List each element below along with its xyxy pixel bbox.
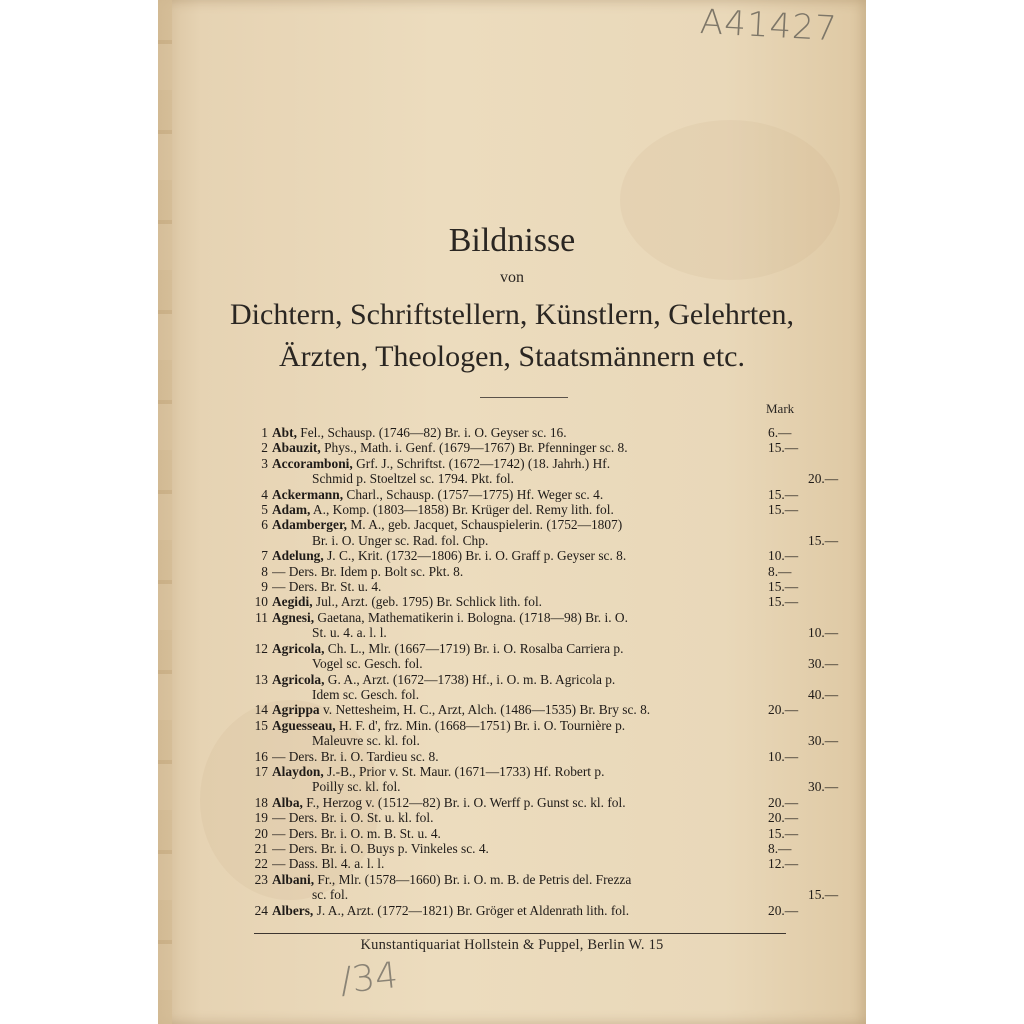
price-column-header: Mark: [766, 401, 795, 416]
list-item: [244, 686, 839, 702]
entry-price: 15.—: [768, 825, 799, 841]
list-item: [244, 702, 824, 717]
entry-description: Maleuvre sc. kl. fol.: [312, 733, 420, 749]
entry-text: [272, 594, 758, 609]
list-item: [244, 610, 824, 625]
entry-text: [272, 764, 758, 779]
entry-name: Accoramboni,: [272, 455, 353, 471]
entry-description: A., Komp. (1803—1858) Br. Krüger del. Remy lith. fol.: [310, 502, 614, 518]
entry-name: Albers,: [272, 902, 314, 918]
entry-price: 10.—: [768, 548, 799, 564]
entry-name: Abt,: [272, 425, 297, 440]
list-item: [244, 810, 824, 825]
list-item: [244, 841, 824, 856]
entry-text: [272, 533, 798, 548]
entry-name: Adelung,: [272, 548, 324, 564]
list-item: [244, 795, 824, 810]
entry-name: Agricola,: [272, 671, 325, 687]
list-item: [244, 656, 839, 672]
entry-number: 3: [261, 455, 268, 471]
list-item: [244, 532, 839, 548]
entry-description: Grf. J., Schriftst. (1672—1742) (18. Jahrh.) Hf.: [352, 455, 611, 471]
entry-price: 20.—: [768, 794, 799, 810]
entry-description: H. F. d', frz. Min. (1668—1751) Br. i. O. Tournière p.: [335, 717, 626, 733]
entry-description: Schmid p. Stoeltzel sc. 1794. Pkt. fol.: [312, 471, 514, 487]
entry-description: J. A., Arzt. (1772—1821) Br. Gröger et Aldenrath lith. fol.: [313, 902, 630, 918]
entry-text: [272, 826, 758, 841]
page-title: Bildnisse: [448, 222, 576, 259]
entry-number: 20: [254, 825, 268, 841]
entry-name: Agrippa: [272, 702, 320, 718]
entry-number: 10: [254, 594, 268, 610]
list-item: [244, 456, 824, 471]
entry-price: 20.—: [768, 902, 799, 918]
entry-text: [272, 672, 758, 687]
list-item: [244, 579, 824, 594]
footer-divider: [254, 933, 786, 934]
entry-price: 15.—: [808, 887, 839, 903]
list-item: [244, 764, 824, 779]
list-item: [244, 440, 824, 455]
entry-text: [272, 641, 758, 656]
entry-price: 15.—: [808, 532, 839, 548]
entry-description: — Dass. Bl. 4. a. l. l.: [272, 856, 385, 872]
entry-number: 8: [261, 563, 268, 579]
entry-description: G. A., Arzt. (1672—1738) Hf., i. O. m. B. Agricola p.: [324, 671, 616, 687]
entry-price: 10.—: [808, 625, 839, 641]
entry-number: 9: [261, 579, 268, 595]
entry-name: Ackermann,: [272, 486, 344, 502]
entry-price: 8.—: [768, 563, 792, 579]
entry-number: 5: [261, 502, 268, 518]
entry-text: [272, 487, 758, 502]
entry-text: [272, 887, 798, 902]
entry-number: 21: [254, 840, 268, 856]
entry-text: [272, 718, 758, 733]
entry-price: 30.—: [808, 779, 839, 795]
entry-text: [272, 564, 758, 579]
entry-number: 6: [261, 517, 268, 533]
entry-text: [272, 779, 798, 794]
entry-description: Fr., Mlr. (1578—1660) Br. i. O. m. B. de Petris del. Frezza: [314, 871, 632, 887]
entry-price: 15.—: [768, 502, 799, 518]
entry-number: [244, 471, 272, 486]
entry-number: [244, 533, 272, 548]
entry-number: 2: [261, 440, 268, 456]
list-item: [244, 641, 824, 656]
entry-number: 15: [254, 717, 268, 733]
list-item: [244, 718, 824, 733]
entry-number: 23: [254, 871, 268, 887]
entry-text: [272, 610, 758, 625]
list-item: [244, 903, 824, 918]
entry-description: v. Nettesheim, H. C., Arzt, Alch. (1486—1535) Br. Bry sc. 8.: [319, 702, 651, 718]
list-item: [244, 779, 839, 795]
entry-text: [272, 548, 758, 563]
entry-number: 22: [254, 856, 268, 872]
entry-price: 20.—: [808, 471, 839, 487]
entry-text: [272, 733, 798, 748]
entry-price: [758, 764, 808, 779]
list-item: [244, 733, 839, 749]
entry-description: Jul., Arzt. (geb. 1795) Br. Schlick lith. fol.: [312, 594, 543, 610]
entry-description: J. C., Krit. (1732—1806) Br. i. O. Graff p. Geyser sc. 8.: [323, 548, 627, 564]
entry-name: Aguesseau,: [272, 717, 336, 733]
entry-text: [272, 687, 798, 702]
entry-text: [272, 903, 758, 918]
entry-price: 40.—: [808, 686, 839, 702]
entry-description: St. u. 4. a. l. l.: [312, 625, 387, 641]
portrait-list: [244, 425, 839, 918]
entry-price: 30.—: [808, 733, 839, 749]
entry-price: 15.—: [768, 440, 799, 456]
entry-name: Abauzit,: [272, 440, 321, 456]
list-item: [244, 672, 824, 687]
entry-name: Albani,: [272, 871, 315, 887]
entry-price: 15.—: [768, 579, 799, 595]
list-item: [244, 594, 824, 609]
entry-description: Idem sc. Gesch. fol.: [312, 686, 420, 702]
entry-description: sc. fol.: [312, 887, 349, 903]
entry-name: Adamberger,: [272, 517, 348, 533]
entry-price: 30.—: [808, 656, 839, 672]
entry-description: — Ders. Br. i. O. Tardieu sc. 8.: [272, 748, 439, 764]
list-item: [244, 826, 824, 841]
list-item: [244, 425, 824, 440]
entry-text: [272, 810, 758, 825]
entry-description: Charl., Schausp. (1757—1775) Hf. Weger sc. 4.: [343, 486, 604, 502]
entry-number: 14: [254, 702, 268, 718]
entry-text: [272, 841, 758, 856]
entry-number: [244, 733, 272, 748]
entry-number: 16: [254, 748, 268, 764]
entry-number: [244, 779, 272, 794]
entry-text: [272, 471, 798, 486]
entry-description: M. A., geb. Jacquet, Schauspielerin. (1752—1807): [347, 517, 623, 533]
entry-text: [272, 872, 758, 887]
entry-number: [244, 625, 272, 640]
entry-text: [272, 440, 758, 455]
entry-price: [758, 610, 808, 625]
entry-text: [272, 456, 758, 471]
entry-price: [758, 456, 808, 471]
entry-price: 10.—: [768, 748, 799, 764]
entry-description: F., Herzog v. (1512—82) Br. i. O. Werff p. Gunst sc. kl. fol.: [302, 794, 626, 810]
entry-number: 19: [254, 810, 268, 826]
entry-description: — Ders. Br. i. O. Buys p. Vinkeles sc. 4.: [272, 840, 489, 856]
entry-price: 8.—: [768, 840, 792, 856]
list-item: [244, 471, 839, 487]
entry-name: Alba,: [272, 794, 303, 810]
entry-price: [758, 718, 808, 733]
entry-name: Adam,: [272, 502, 311, 518]
list-item: [244, 564, 824, 579]
entry-text: [272, 502, 758, 517]
subtitle-line-2: Ärzten, Theologen, Staatsmännern etc.: [279, 340, 745, 373]
entry-description: Ch. L., Mlr. (1667—1719) Br. i. O. Rosalba Carriera p.: [324, 640, 624, 656]
entry-number: 24: [254, 902, 268, 918]
entry-name: Agricola,: [272, 640, 325, 656]
entry-text: [272, 749, 758, 764]
entry-text: [272, 425, 758, 440]
entry-description: — Ders. Br. Idem p. Bolt sc. Pkt. 8.: [272, 563, 464, 579]
list-item: [244, 487, 824, 502]
entry-description: Br. i. O. Unger sc. Rad. fol. Chp.: [312, 532, 489, 548]
entry-text: [272, 625, 798, 640]
page-binding-edge: [158, 0, 172, 1024]
entry-price: 6.—: [768, 425, 792, 440]
list-item: [244, 749, 824, 764]
entry-description: Phys., Math. i. Genf. (1679—1767) Br. Pfenninger sc. 8.: [320, 440, 628, 456]
entry-price: [758, 517, 808, 532]
entry-text: [272, 702, 758, 717]
entry-number: 7: [261, 548, 268, 564]
pencil-annotation-bottom: /34: [338, 955, 400, 1002]
list-item: [244, 517, 824, 532]
list-item: [244, 887, 839, 903]
entry-number: [244, 687, 272, 702]
entry-description: — Ders. Br. i. O. St. u. kl. fol.: [272, 810, 434, 826]
entry-number: 12: [254, 640, 268, 656]
entry-description: — Ders. Br. St. u. 4.: [272, 579, 382, 595]
entry-number: 1: [261, 425, 268, 440]
entry-price: 20.—: [768, 810, 799, 826]
entry-text: [272, 856, 758, 871]
list-item: [244, 625, 839, 641]
entry-text: [272, 517, 758, 532]
entry-price: [758, 872, 808, 887]
entry-price: 20.—: [768, 702, 799, 718]
publisher-footer: Kunstantiquariat Hollstein & Puppel, Berlin W. 15: [360, 937, 664, 953]
entry-number: 13: [254, 671, 268, 687]
list-item: [244, 502, 824, 517]
entry-description: Gaetana, Mathematikerin i. Bologna. (1718—98) Br. i. O.: [314, 609, 628, 625]
entry-description: Poilly sc. kl. fol.: [312, 779, 401, 795]
list-item: [244, 856, 824, 871]
entry-number: 17: [254, 763, 268, 779]
entry-price: [758, 672, 808, 687]
entry-number: 11: [255, 609, 268, 625]
entry-text: [272, 656, 798, 671]
entry-description: Fel., Schausp. (1746—82) Br. i. O. Geyser sc. 16.: [296, 425, 567, 440]
list-item: [244, 548, 824, 563]
entry-text: [272, 579, 758, 594]
entry-number: [244, 656, 272, 671]
pencil-annotation-top: A41427: [699, 2, 839, 50]
entry-number: 18: [254, 794, 268, 810]
entry-description: — Ders. Br. i. O. m. B. St. u. 4.: [272, 825, 441, 841]
entry-number: 4: [261, 486, 268, 502]
entry-name: Agnesi,: [272, 609, 315, 625]
entry-price: 12.—: [768, 856, 799, 872]
entry-text: [272, 795, 758, 810]
entry-price: 15.—: [768, 594, 799, 610]
list-item: [244, 872, 824, 887]
entry-price: [758, 641, 808, 656]
entry-name: Aegidi,: [272, 594, 313, 610]
entry-description: Vogel sc. Gesch. fol.: [312, 656, 423, 672]
subtitle-line-1: Dichtern, Schriftstellern, Künstlern, Gelehrten,: [230, 298, 794, 331]
entry-price: 15.—: [768, 486, 799, 502]
title-divider: [480, 397, 568, 398]
entry-name: Alaydon,: [272, 763, 324, 779]
title-von: von: [500, 269, 524, 286]
entry-description: J.-B., Prior v. St. Maur. (1671—1733) Hf. Robert p.: [323, 763, 605, 779]
entry-number: [244, 887, 272, 902]
